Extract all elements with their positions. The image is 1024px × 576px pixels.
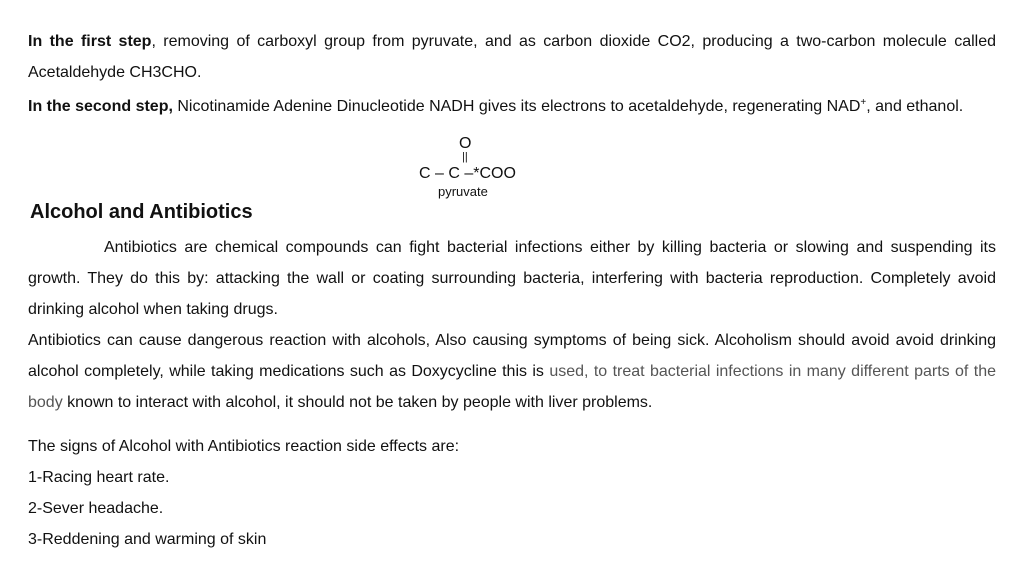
list-item: 3-Reddening and warming of skin [28, 531, 267, 548]
second-step-punct: , [168, 98, 173, 115]
reaction-text-a: Antibiotics can cause dangerous reaction with alcohols, Also causing symptoms of being sick. Alcoholism should avoid avoid drinking alcohol completely, while taking medications such as Doxycycline this is [28, 332, 996, 380]
list-item: 1-Racing heart rate. [28, 469, 170, 486]
alcohol-reaction-paragraph [28, 325, 996, 418]
second-step-label: In the second step [28, 98, 169, 115]
double-bond-glyph: || [462, 151, 468, 163]
first-step-paragraph [28, 26, 996, 88]
reaction-text-b: known to interact with alcohol, it should not be taken by people with liver problems. [62, 394, 653, 411]
side-effects-intro: The signs of Alcohol with Antibiotics reaction side effects are: [28, 438, 460, 455]
antibiotics-paragraph [28, 232, 996, 325]
reaction-text-muted: used, to treat bacterial infections in many different parts of the body [28, 363, 997, 411]
pyruvate-caption: pyruvate [438, 184, 488, 199]
second-step-text-b: , and ethanol. [866, 98, 964, 115]
antibiotics-paragraph-text: Antibiotics are chemical compounds can fight bacterial infections either by killing bacteria or slowing and suspending its growth. They do this by: attacking the wall or coating surrounding bacteria, interfering with bacteria reproduction. Completely avoid drinking alcohol when taking drugs. [28, 239, 996, 318]
section-heading: Alcohol and Antibiotics [30, 201, 253, 223]
second-step-paragraph [28, 87, 996, 122]
pyruvate-structure-diagram [416, 133, 546, 199]
oxygen-atom-label: O [459, 135, 472, 152]
carbon-chain-label: C – C –*COO [419, 165, 516, 182]
first-step-text: , removing of carboxyl group from pyruvate, and as carbon dioxide CO2, producing a two-carbon molecule called Acetaldehyde CH3CHO. [28, 33, 996, 81]
second-step-text-a: Nicotinamide Adenine Dinucleotide NADH gives its electrons to acetaldehyde, regenerating NAD [172, 98, 861, 115]
first-step-label: In the first step [28, 33, 152, 50]
side-effects-list [28, 431, 996, 555]
list-item: 2-Sever headache. [28, 500, 164, 517]
nad-plus-sup: + [860, 97, 867, 108]
